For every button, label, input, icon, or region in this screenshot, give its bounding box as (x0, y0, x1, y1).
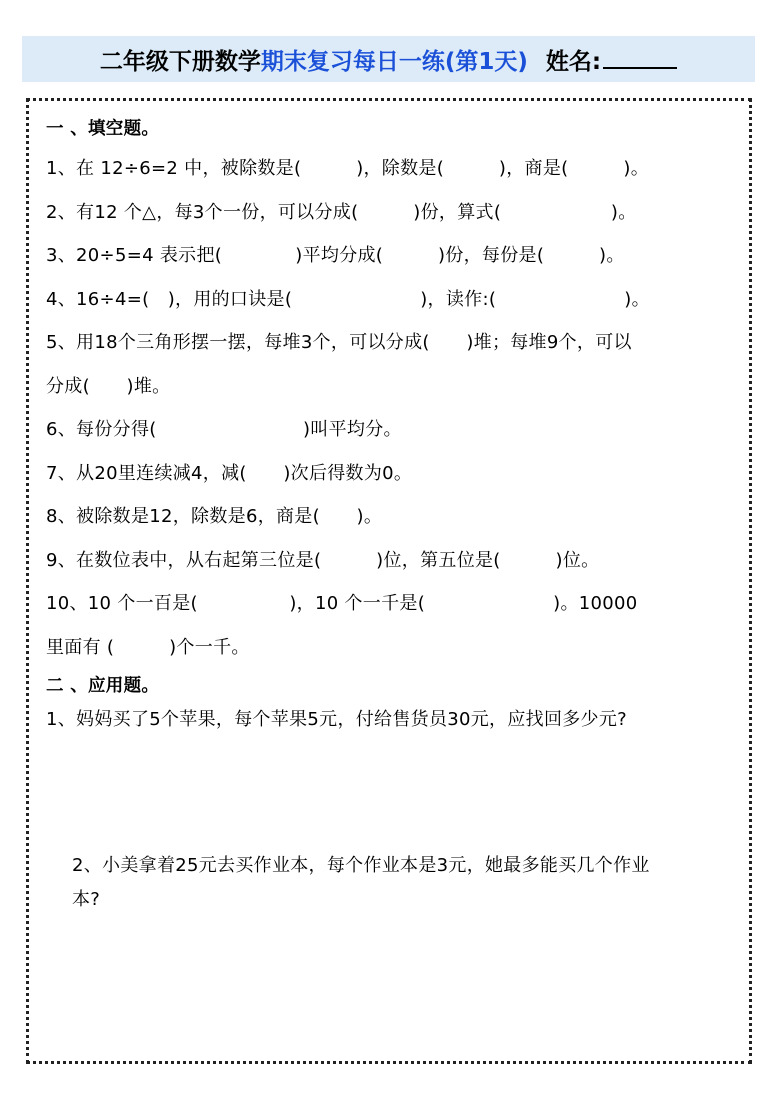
name-blank-line[interactable] (603, 49, 677, 69)
question-8: 8、被除数是12，除数是6，商是( )。 (46, 506, 383, 527)
question-2: 2、有12 个△，每3个一份，可以分成( )份，算式( )。 (46, 201, 637, 223)
question-1: 1、在 12÷6=2 中，被除数是( )，除数是( )，商是( )。 (46, 158, 649, 179)
application-question-2-line-1: 2、小美拿着25元去买作业本，每个作业本是3元，她最多能买几个作业 (72, 855, 650, 876)
question-5-line-1: 5、用18个三角形摆一摆，每堆3个，可以分成( )堆；每堆9个，可以 (46, 332, 632, 353)
section-fill-blank-title: 一 、填空题。 (46, 119, 160, 139)
application-question-1: 1、妈妈买了5个苹果，每个苹果5元，付给售货员30元，应找回多少元? (46, 709, 628, 730)
section-application-title: 二 、应用题。 (46, 676, 160, 696)
question-3: 3、20÷5=4 表示把( )平均分成( )份，每份是( )。 (46, 245, 625, 266)
question-4: 4、16÷4=( )，用的口诀是( )，读作:( )。 (46, 288, 650, 310)
title-review: 期末复习每日一练(第1天) (260, 48, 528, 75)
name-label: 姓名: (545, 48, 602, 75)
question-5-line-2: 分成( )堆。 (46, 375, 171, 397)
question-7: 7、从20里连续减4，减( )次后得数为0。 (46, 462, 413, 484)
worksheet-content (46, 112, 736, 917)
question-9: 9、在数位表中，从右起第三位是( )位，第五位是( )位。 (46, 549, 600, 571)
header-banner (22, 36, 755, 82)
title-grade: 二年级下册数学 (99, 48, 261, 75)
application-question-2-line-2: 本? (72, 889, 101, 910)
question-10-line-2: 里面有 ( )个一千。 (46, 636, 250, 658)
answer-space-1[interactable] (46, 737, 736, 849)
question-6: 6、每份分得( )叫平均分。 (46, 419, 402, 440)
question-10-line-1: 10、10 个一百是( )，10 个一千是( )。10000 (46, 593, 638, 614)
